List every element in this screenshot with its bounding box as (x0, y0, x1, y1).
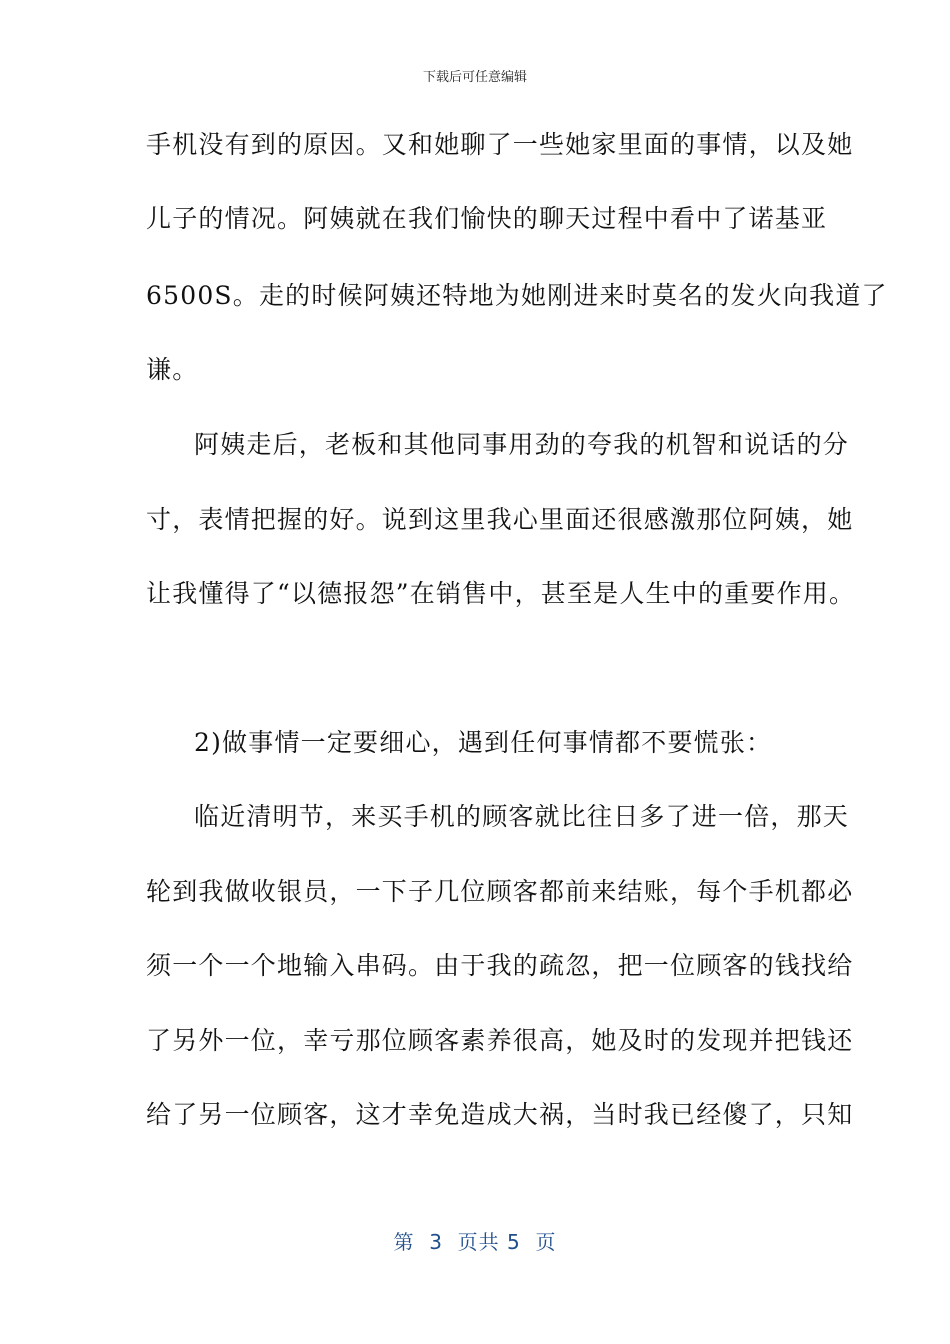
section-heading: 2)做事情一定要细心，遇到任何事情都不要慌张： (194, 728, 773, 757)
body-line: 手机没有到的原因。又和她聊了一些她家里面的事情，以及她 (146, 130, 854, 159)
body-line: 须一个一个地输入串码。由于我的疏忽，把一位顾客的钱找给 (146, 951, 854, 980)
body-line: 谦。 (146, 355, 199, 384)
body-line: 轮到我做收银员，一下子几位顾客都前来结账，每个手机都必 (146, 877, 854, 906)
body-line: 6500S。走的时候阿姨还特地为她刚进来时莫名的发火向我道了 (146, 281, 888, 310)
paragraph-start-line: 阿姨走后，老板和其他同事用劲的夸我的机智和说话的分 (194, 430, 850, 459)
body-line: 儿子的情况。阿姨就在我们愉快的聊天过程中看中了诺基亚 (146, 204, 828, 233)
body-line: 让我懂得了“以德报怨”在销售中，甚至是人生中的重要作用。 (146, 579, 856, 608)
page-header-note: 下载后可任意编辑 (422, 70, 527, 85)
body-line: 寸，表情把握的好。说到这里我心里面还很感激那位阿姨，她 (146, 505, 854, 534)
body-line: 给了另一位顾客，这才幸免造成大祸，当时我已经傻了，只知 (146, 1100, 854, 1129)
page-number-footer: 第 3 页共 5 页 (393, 1230, 557, 1254)
body-line: 了另外一位，幸亏那位顾客素养很高，她及时的发现并把钱还 (146, 1026, 854, 1055)
paragraph-start-line: 临近清明节，来买手机的顾客就比往日多了进一倍，那天 (194, 802, 850, 831)
